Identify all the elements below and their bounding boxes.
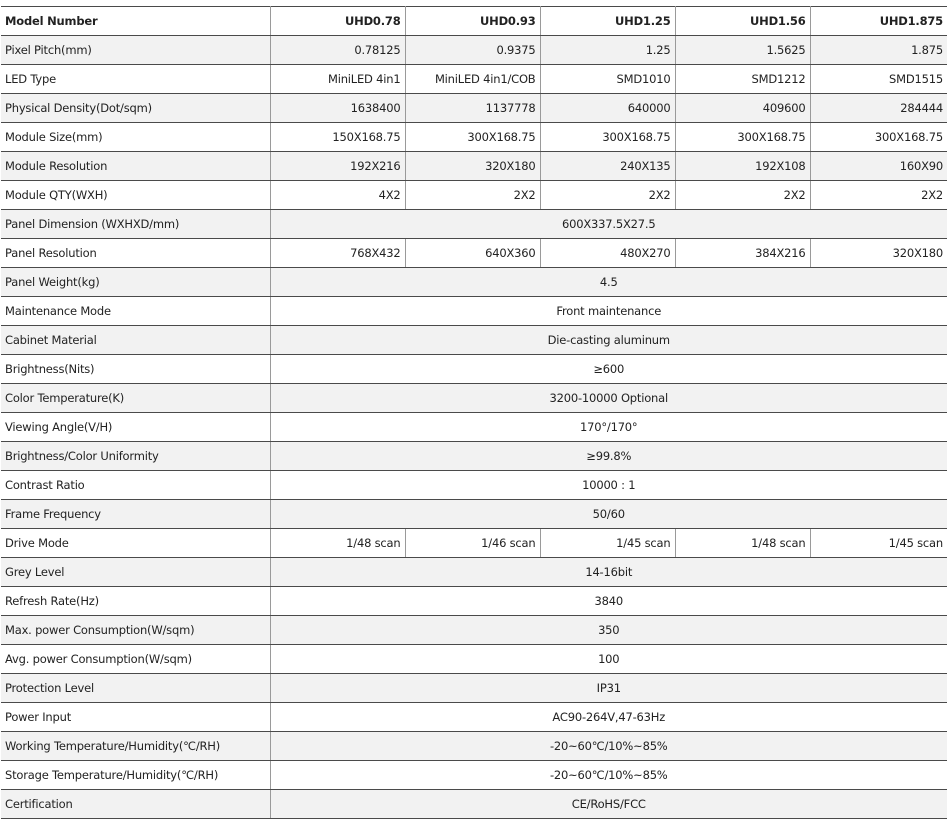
- row-label: Protection Level: [1, 674, 270, 703]
- value-cell: 320X180: [405, 152, 540, 181]
- merged-value-cell: 170°/170°: [270, 413, 947, 442]
- value-cell: 409600: [675, 94, 810, 123]
- model-column-header: UHD0.78: [270, 7, 405, 36]
- model-column-header: UHD1.25: [540, 7, 675, 36]
- value-cell: 1.875: [810, 36, 947, 65]
- row-label: Frame Frequency: [1, 500, 270, 529]
- value-cell: 480X270: [540, 239, 675, 268]
- value-cell: 2X2: [675, 181, 810, 210]
- merged-value-cell: 50/60: [270, 500, 947, 529]
- row-label: Working Temperature/Humidity(℃/RH): [1, 732, 270, 761]
- value-cell: 1638400: [270, 94, 405, 123]
- row-label: Power Input: [1, 703, 270, 732]
- merged-value-cell: -20~60℃/10%~85%: [270, 761, 947, 790]
- value-cell: 1/46 scan: [405, 529, 540, 558]
- row-label: Pixel Pitch(mm): [1, 36, 270, 65]
- table-row: [1, 761, 947, 790]
- merged-value-cell: ≥600: [270, 355, 947, 384]
- value-cell: 300X168.75: [405, 123, 540, 152]
- value-cell: 4X2: [270, 181, 405, 210]
- row-label: Brightness(Nits): [1, 355, 270, 384]
- table-row: [1, 703, 947, 732]
- row-label: Panel Resolution: [1, 239, 270, 268]
- table-row: [1, 674, 947, 703]
- model-column-header: UHD1.875: [810, 7, 947, 36]
- row-label: Brightness/Color Uniformity: [1, 442, 270, 471]
- value-cell: 768X432: [270, 239, 405, 268]
- table-row: [1, 239, 947, 268]
- value-cell: 2X2: [405, 181, 540, 210]
- merged-value-cell: AC90-264V,47-63Hz: [270, 703, 947, 732]
- table-row: [1, 123, 947, 152]
- table-row: [1, 500, 947, 529]
- header-row: [1, 7, 947, 36]
- table-row: [1, 790, 947, 819]
- row-label: Maintenance Mode: [1, 297, 270, 326]
- header-label: Model Number: [1, 7, 270, 36]
- value-cell: 384X216: [675, 239, 810, 268]
- row-label: LED Type: [1, 65, 270, 94]
- value-cell: 1.5625: [675, 36, 810, 65]
- table-row: [1, 616, 947, 645]
- merged-value-cell: 10000 : 1: [270, 471, 947, 500]
- model-column-header: UHD0.93: [405, 7, 540, 36]
- row-label: Module Size(mm): [1, 123, 270, 152]
- value-cell: 300X168.75: [675, 123, 810, 152]
- row-label: Avg. power Consumption(W/sqm): [1, 645, 270, 674]
- table-row: [1, 732, 947, 761]
- row-label: Certification: [1, 790, 270, 819]
- value-cell: 1/45 scan: [540, 529, 675, 558]
- model-column-header: UHD1.56: [675, 7, 810, 36]
- merged-value-cell: 3200-10000 Optional: [270, 384, 947, 413]
- value-cell: 1137778: [405, 94, 540, 123]
- row-label: Color Temperature(K): [1, 384, 270, 413]
- row-label: Storage Temperature/Humidity(℃/RH): [1, 761, 270, 790]
- value-cell: 640000: [540, 94, 675, 123]
- value-cell: SMD1515: [810, 65, 947, 94]
- value-cell: SMD1212: [675, 65, 810, 94]
- value-cell: 150X168.75: [270, 123, 405, 152]
- table-row: [1, 355, 947, 384]
- merged-value-cell: 600X337.5X27.5: [270, 210, 947, 239]
- table-row: [1, 326, 947, 355]
- merged-value-cell: IP31: [270, 674, 947, 703]
- value-cell: 1/45 scan: [810, 529, 947, 558]
- table-row: [1, 442, 947, 471]
- row-label: Panel Dimension (WXHXD/mm): [1, 210, 270, 239]
- table-row: [1, 297, 947, 326]
- merged-value-cell: CE/RoHS/FCC: [270, 790, 947, 819]
- table-row: [1, 65, 947, 94]
- table-row: [1, 558, 947, 587]
- merged-value-cell: 350: [270, 616, 947, 645]
- table-row: [1, 210, 947, 239]
- value-cell: MiniLED 4in1/COB: [405, 65, 540, 94]
- spec-table-body: [1, 36, 947, 819]
- merged-value-cell: ≥99.8%: [270, 442, 947, 471]
- row-label: Grey Level: [1, 558, 270, 587]
- merged-value-cell: 100: [270, 645, 947, 674]
- value-cell: 0.9375: [405, 36, 540, 65]
- row-label: Refresh Rate(Hz): [1, 587, 270, 616]
- value-cell: 2X2: [810, 181, 947, 210]
- table-row: [1, 471, 947, 500]
- row-label: Contrast Ratio: [1, 471, 270, 500]
- merged-value-cell: 3840: [270, 587, 947, 616]
- value-cell: 1/48 scan: [675, 529, 810, 558]
- merged-value-cell: Front maintenance: [270, 297, 947, 326]
- value-cell: 320X180: [810, 239, 947, 268]
- row-label: Module Resolution: [1, 152, 270, 181]
- value-cell: 192X216: [270, 152, 405, 181]
- table-row: [1, 529, 947, 558]
- value-cell: 1/48 scan: [270, 529, 405, 558]
- row-label: Panel Weight(kg): [1, 268, 270, 297]
- row-label: Drive Mode: [1, 529, 270, 558]
- merged-value-cell: 14-16bit: [270, 558, 947, 587]
- value-cell: 284444: [810, 94, 947, 123]
- merged-value-cell: -20~60℃/10%~85%: [270, 732, 947, 761]
- value-cell: 300X168.75: [540, 123, 675, 152]
- value-cell: 300X168.75: [810, 123, 947, 152]
- value-cell: SMD1010: [540, 65, 675, 94]
- value-cell: MiniLED 4in1: [270, 65, 405, 94]
- value-cell: 0.78125: [270, 36, 405, 65]
- table-row: [1, 587, 947, 616]
- spec-table-header: [1, 7, 947, 36]
- table-row: [1, 384, 947, 413]
- row-label: Max. power Consumption(W/sqm): [1, 616, 270, 645]
- row-label: Cabinet Material: [1, 326, 270, 355]
- table-row: [1, 94, 947, 123]
- value-cell: 2X2: [540, 181, 675, 210]
- spec-table: [1, 6, 947, 819]
- merged-value-cell: Die-casting aluminum: [270, 326, 947, 355]
- row-label: Viewing Angle(V/H): [1, 413, 270, 442]
- value-cell: 1.25: [540, 36, 675, 65]
- row-label: Physical Density(Dot/sqm): [1, 94, 270, 123]
- merged-value-cell: 4.5: [270, 268, 947, 297]
- table-row: [1, 268, 947, 297]
- row-label: Module QTY(WXH): [1, 181, 270, 210]
- table-row: [1, 152, 947, 181]
- value-cell: 240X135: [540, 152, 675, 181]
- value-cell: 640X360: [405, 239, 540, 268]
- table-row: [1, 36, 947, 65]
- table-row: [1, 181, 947, 210]
- value-cell: 192X108: [675, 152, 810, 181]
- value-cell: 160X90: [810, 152, 947, 181]
- table-row: [1, 413, 947, 442]
- table-row: [1, 645, 947, 674]
